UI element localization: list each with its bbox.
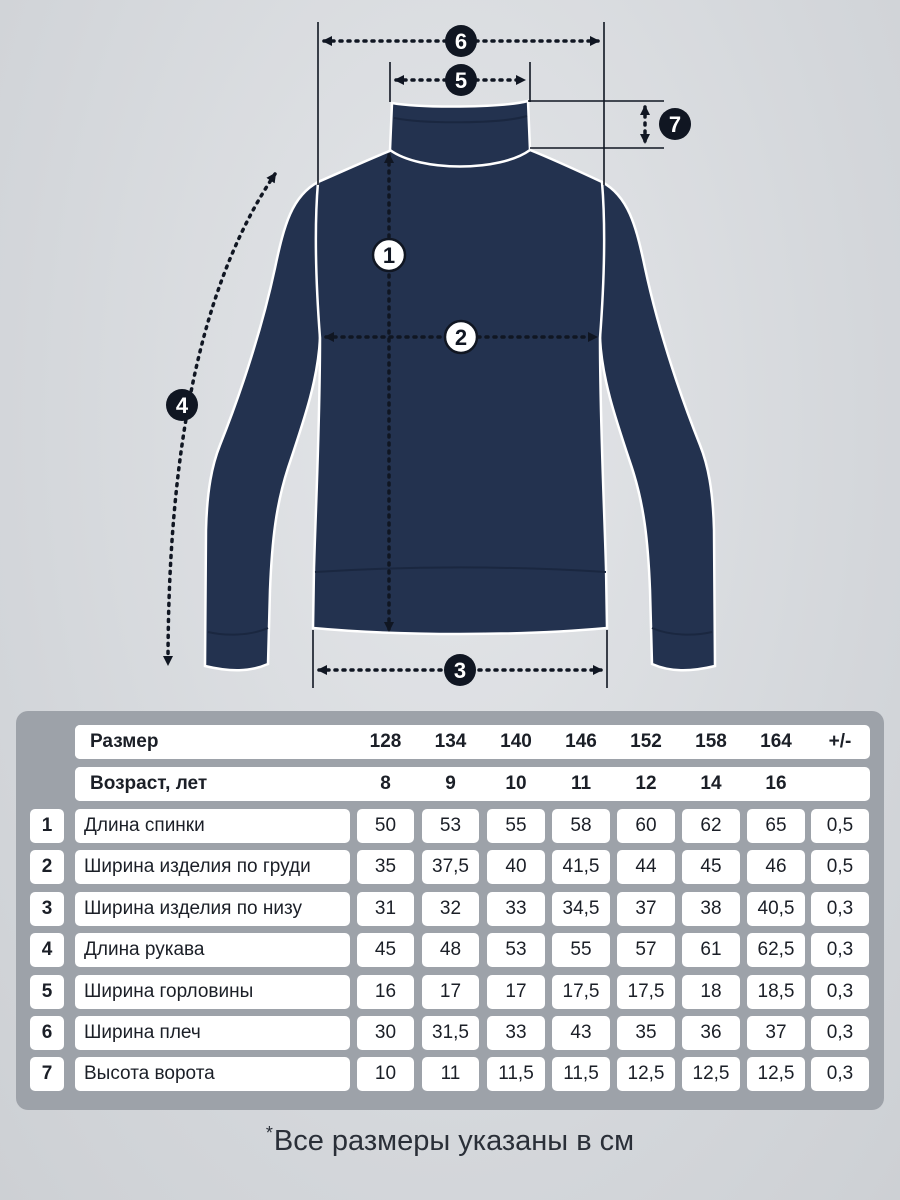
measurement-value: 36 [682, 1016, 740, 1050]
measurement-value: 57 [617, 933, 675, 967]
measurement-value: 45 [682, 850, 740, 884]
measurement-value: 44 [617, 850, 675, 884]
measurement-value: 35 [617, 1016, 675, 1050]
measurement-name: Ширина плеч [75, 1016, 350, 1050]
size-header-value: +/- [828, 731, 852, 752]
measurement-value: 16 [357, 975, 414, 1009]
measurement-value: 0,3 [811, 1057, 869, 1091]
measurement-value: 37 [747, 1016, 805, 1050]
badge-3 [444, 654, 476, 686]
row-number: 1 [30, 809, 64, 843]
age-header-value: 14 [700, 773, 722, 794]
measurement-value: 62 [682, 809, 740, 843]
age-header-label: Возраст, лет [75, 767, 350, 801]
age-header-value: 12 [635, 773, 657, 794]
measurement-value: 33 [487, 892, 545, 926]
measurement-value: 58 [552, 809, 610, 843]
badge-7 [659, 108, 691, 140]
row-number: 5 [30, 975, 64, 1009]
footnote [0, 1123, 900, 1173]
badge-1 [373, 239, 405, 271]
measurement-value: 11 [422, 1057, 479, 1091]
badge-2 [445, 321, 477, 353]
measurement-value: 65 [747, 809, 805, 843]
size-header-label: Размер [75, 725, 350, 759]
measurement-value: 34,5 [552, 892, 610, 926]
svg-text:7: 7 [668, 112, 682, 137]
measurement-name: Ширина изделия по низу [75, 892, 350, 926]
measurement-value: 0,3 [811, 1016, 869, 1050]
row-number: 4 [30, 933, 64, 967]
measurement-value: 11,5 [552, 1057, 610, 1091]
row-number: 3 [30, 892, 64, 926]
size-header-value: 128 [369, 731, 402, 752]
row-number: 2 [30, 850, 64, 884]
badge-4 [166, 389, 198, 421]
measurement-value: 18,5 [747, 975, 805, 1009]
measurement-name: Ширина горловины [75, 975, 350, 1009]
age-header-value: 9 [445, 773, 456, 794]
measurement-value: 48 [422, 933, 479, 967]
measurement-value: 12,5 [747, 1057, 805, 1091]
age-header-value [811, 767, 869, 801]
measurement-name: Длина рукава [75, 933, 350, 967]
measurement-value: 12,5 [617, 1057, 675, 1091]
measurement-value: 53 [487, 933, 545, 967]
measurement-value: 55 [487, 809, 545, 843]
measurement-value: 32 [422, 892, 479, 926]
measurement-value: 0,5 [811, 809, 869, 843]
measurement-name: Длина спинки [75, 809, 350, 843]
badge-5 [445, 64, 477, 96]
svg-text:6: 6 [454, 29, 468, 54]
measurement-value: 17 [487, 975, 545, 1009]
size-table [16, 711, 884, 1110]
measurement-value: 40 [487, 850, 545, 884]
measurement-value: 60 [617, 809, 675, 843]
measurement-value: 37,5 [422, 850, 479, 884]
measurement-value: 37 [617, 892, 675, 926]
measurement-value: 30 [357, 1016, 414, 1050]
svg-text:1: 1 [382, 243, 396, 268]
sweater-body [313, 150, 607, 634]
size-header-value: 152 [630, 731, 662, 752]
footnote-asterisk: * [265, 1123, 273, 1143]
left-sleeve [205, 182, 320, 670]
age-header-value: 10 [505, 773, 527, 794]
measurement-value: 31 [357, 892, 414, 926]
right-sleeve [600, 182, 715, 670]
measurement-value: 17 [422, 975, 479, 1009]
measurement-value: 41,5 [552, 850, 610, 884]
measurement-value: 0,3 [811, 975, 869, 1009]
measurement-value: 17,5 [617, 975, 675, 1009]
measurement-value: 35 [357, 850, 414, 884]
measurement-value: 38 [682, 892, 740, 926]
size-header-value: 134 [434, 731, 467, 752]
svg-text:3: 3 [453, 658, 467, 683]
measurement-value: 0,5 [811, 850, 869, 884]
measurement-value: 17,5 [552, 975, 610, 1009]
measurement-value: 33 [487, 1016, 545, 1050]
measurement-value: 50 [357, 809, 414, 843]
measurement-name: Ширина изделия по груди [75, 850, 350, 884]
measurement-value: 12,5 [682, 1057, 740, 1091]
svg-text:2: 2 [454, 325, 468, 350]
footnote-text: Все размеры указаны в см [273, 1125, 635, 1157]
measurement-value: 11,5 [487, 1057, 545, 1091]
size-header-value: 164 [760, 731, 792, 752]
measurement-value: 46 [747, 850, 805, 884]
measurement-value: 45 [357, 933, 414, 967]
turtleneck-collar [390, 101, 530, 167]
age-header-value: 8 [380, 773, 391, 794]
measurement-name: Высота ворота [75, 1057, 350, 1091]
badge-6 [445, 25, 477, 57]
svg-text:5: 5 [454, 68, 468, 93]
measurement-value: 55 [552, 933, 610, 967]
size-header-value: 158 [695, 731, 727, 752]
measurement-value: 31,5 [422, 1016, 479, 1050]
row-number: 6 [30, 1016, 64, 1050]
measurement-value: 40,5 [747, 892, 805, 926]
measurement-value: 62,5 [747, 933, 805, 967]
measurement-value: 61 [682, 933, 740, 967]
age-header-value: 11 [570, 773, 592, 794]
measurement-value: 18 [682, 975, 740, 1009]
measurement-value: 53 [422, 809, 479, 843]
measurement-value: 0,3 [811, 933, 869, 967]
measurement-value: 10 [357, 1057, 414, 1091]
size-header-value: 146 [565, 731, 597, 752]
measurement-value: 43 [552, 1016, 610, 1050]
size-header-value: 140 [500, 731, 532, 752]
measurement-value: 0,3 [811, 892, 869, 926]
svg-text:4: 4 [175, 393, 189, 418]
age-header-value: 16 [765, 773, 787, 794]
row-number: 7 [30, 1057, 64, 1091]
